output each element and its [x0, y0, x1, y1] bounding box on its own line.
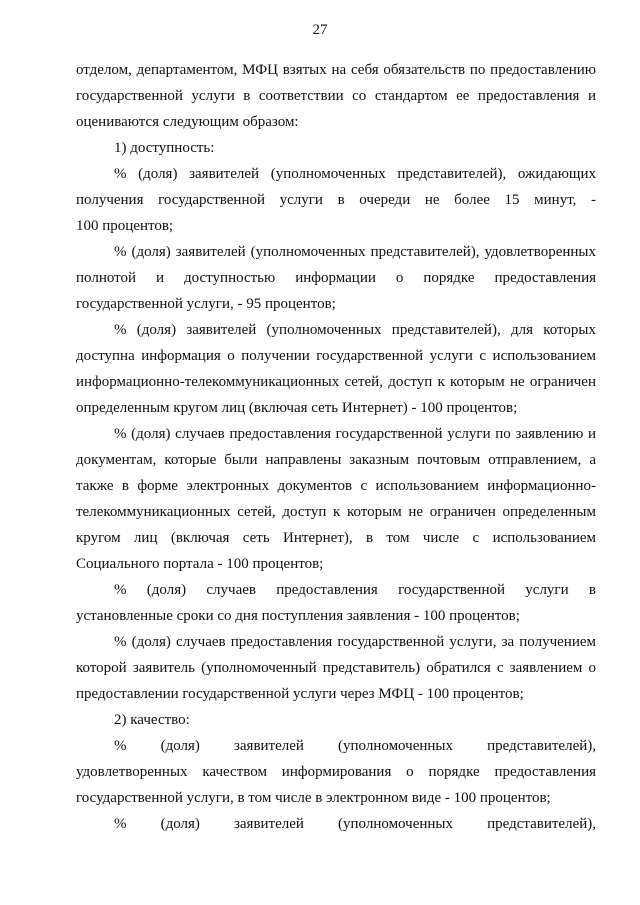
text-line: кругом лиц (включая сеть Интернет), в том числе с использованием — [76, 530, 596, 546]
text-line: государственной услуги, - 95 процентов; — [76, 296, 336, 312]
text-line: 100 процентов; — [76, 218, 174, 234]
text-line: которой заявитель (уполномоченный представитель) обратился с заявлением о — [76, 660, 596, 676]
text-line: государственной услуги, в том числе в электронном виде - 100 процентов; — [76, 790, 551, 806]
text-line: % (доля) заявителей (уполномоченных представителей), ожидающих — [114, 166, 596, 182]
text-line: 2) качество: — [114, 712, 190, 728]
text-line: оцениваются следующим образом: — [76, 114, 299, 130]
text-line: документам, которые были направлены заказным почтовым отправлением, а — [76, 452, 596, 468]
text-line: полнотой и доступностью информации о порядке предоставления — [76, 270, 596, 286]
text-line: % (доля) заявителей (уполномоченных представителей), для которых — [114, 322, 596, 338]
text-line: определенным кругом лиц (включая сеть Интернет) - 100 процентов; — [76, 400, 518, 416]
text-line: удовлетворенных качеством информирования о порядке предоставления — [76, 764, 596, 780]
text-line: % (доля) заявителей (уполномоченных представителей), — [114, 738, 596, 754]
text-line: % (доля) заявителей (уполномоченных представителей), — [114, 816, 596, 832]
text-line: % (доля) случаев предоставления государственной услуги по заявлению и — [114, 426, 596, 442]
text-line: Социального портала - 100 процентов; — [76, 556, 324, 572]
text-line: % (доля) заявителей (уполномоченных представителей), удовлетворенных — [114, 244, 596, 260]
text-line: установленные сроки со дня поступления заявления - 100 процентов; — [76, 608, 520, 624]
text-line: доступна информация о получении государственной услуги с использованием — [76, 348, 596, 364]
page-number: 27 — [312, 22, 328, 38]
text-line: предоставлении государственной услуги через МФЦ - 100 процентов; — [76, 686, 524, 702]
text-line: информационно-телекоммуникационных сетей, доступ к которым не ограничен — [76, 374, 596, 390]
text-line: телекоммуникационных сетей, доступ к которым не ограничен определенным — [76, 504, 596, 520]
text-line: получения государственной услуги в очереди не более 15 минут, - — [76, 192, 596, 208]
text-line: % (доля) случаев предоставления государственной услуги, за получением — [114, 634, 596, 650]
text-line: 1) доступность: — [114, 140, 215, 156]
text-line: % (доля) случаев предоставления государственной услуги в — [114, 582, 596, 598]
text-line: государственной услуги в соответствии со стандартом ее предоставления и — [76, 88, 596, 104]
text-line: отделом, департаментом, МФЦ взятых на себя обязательств по предоставлению — [76, 62, 596, 78]
text-line: также в форме электронных документов с использованием информационно- — [76, 478, 596, 494]
